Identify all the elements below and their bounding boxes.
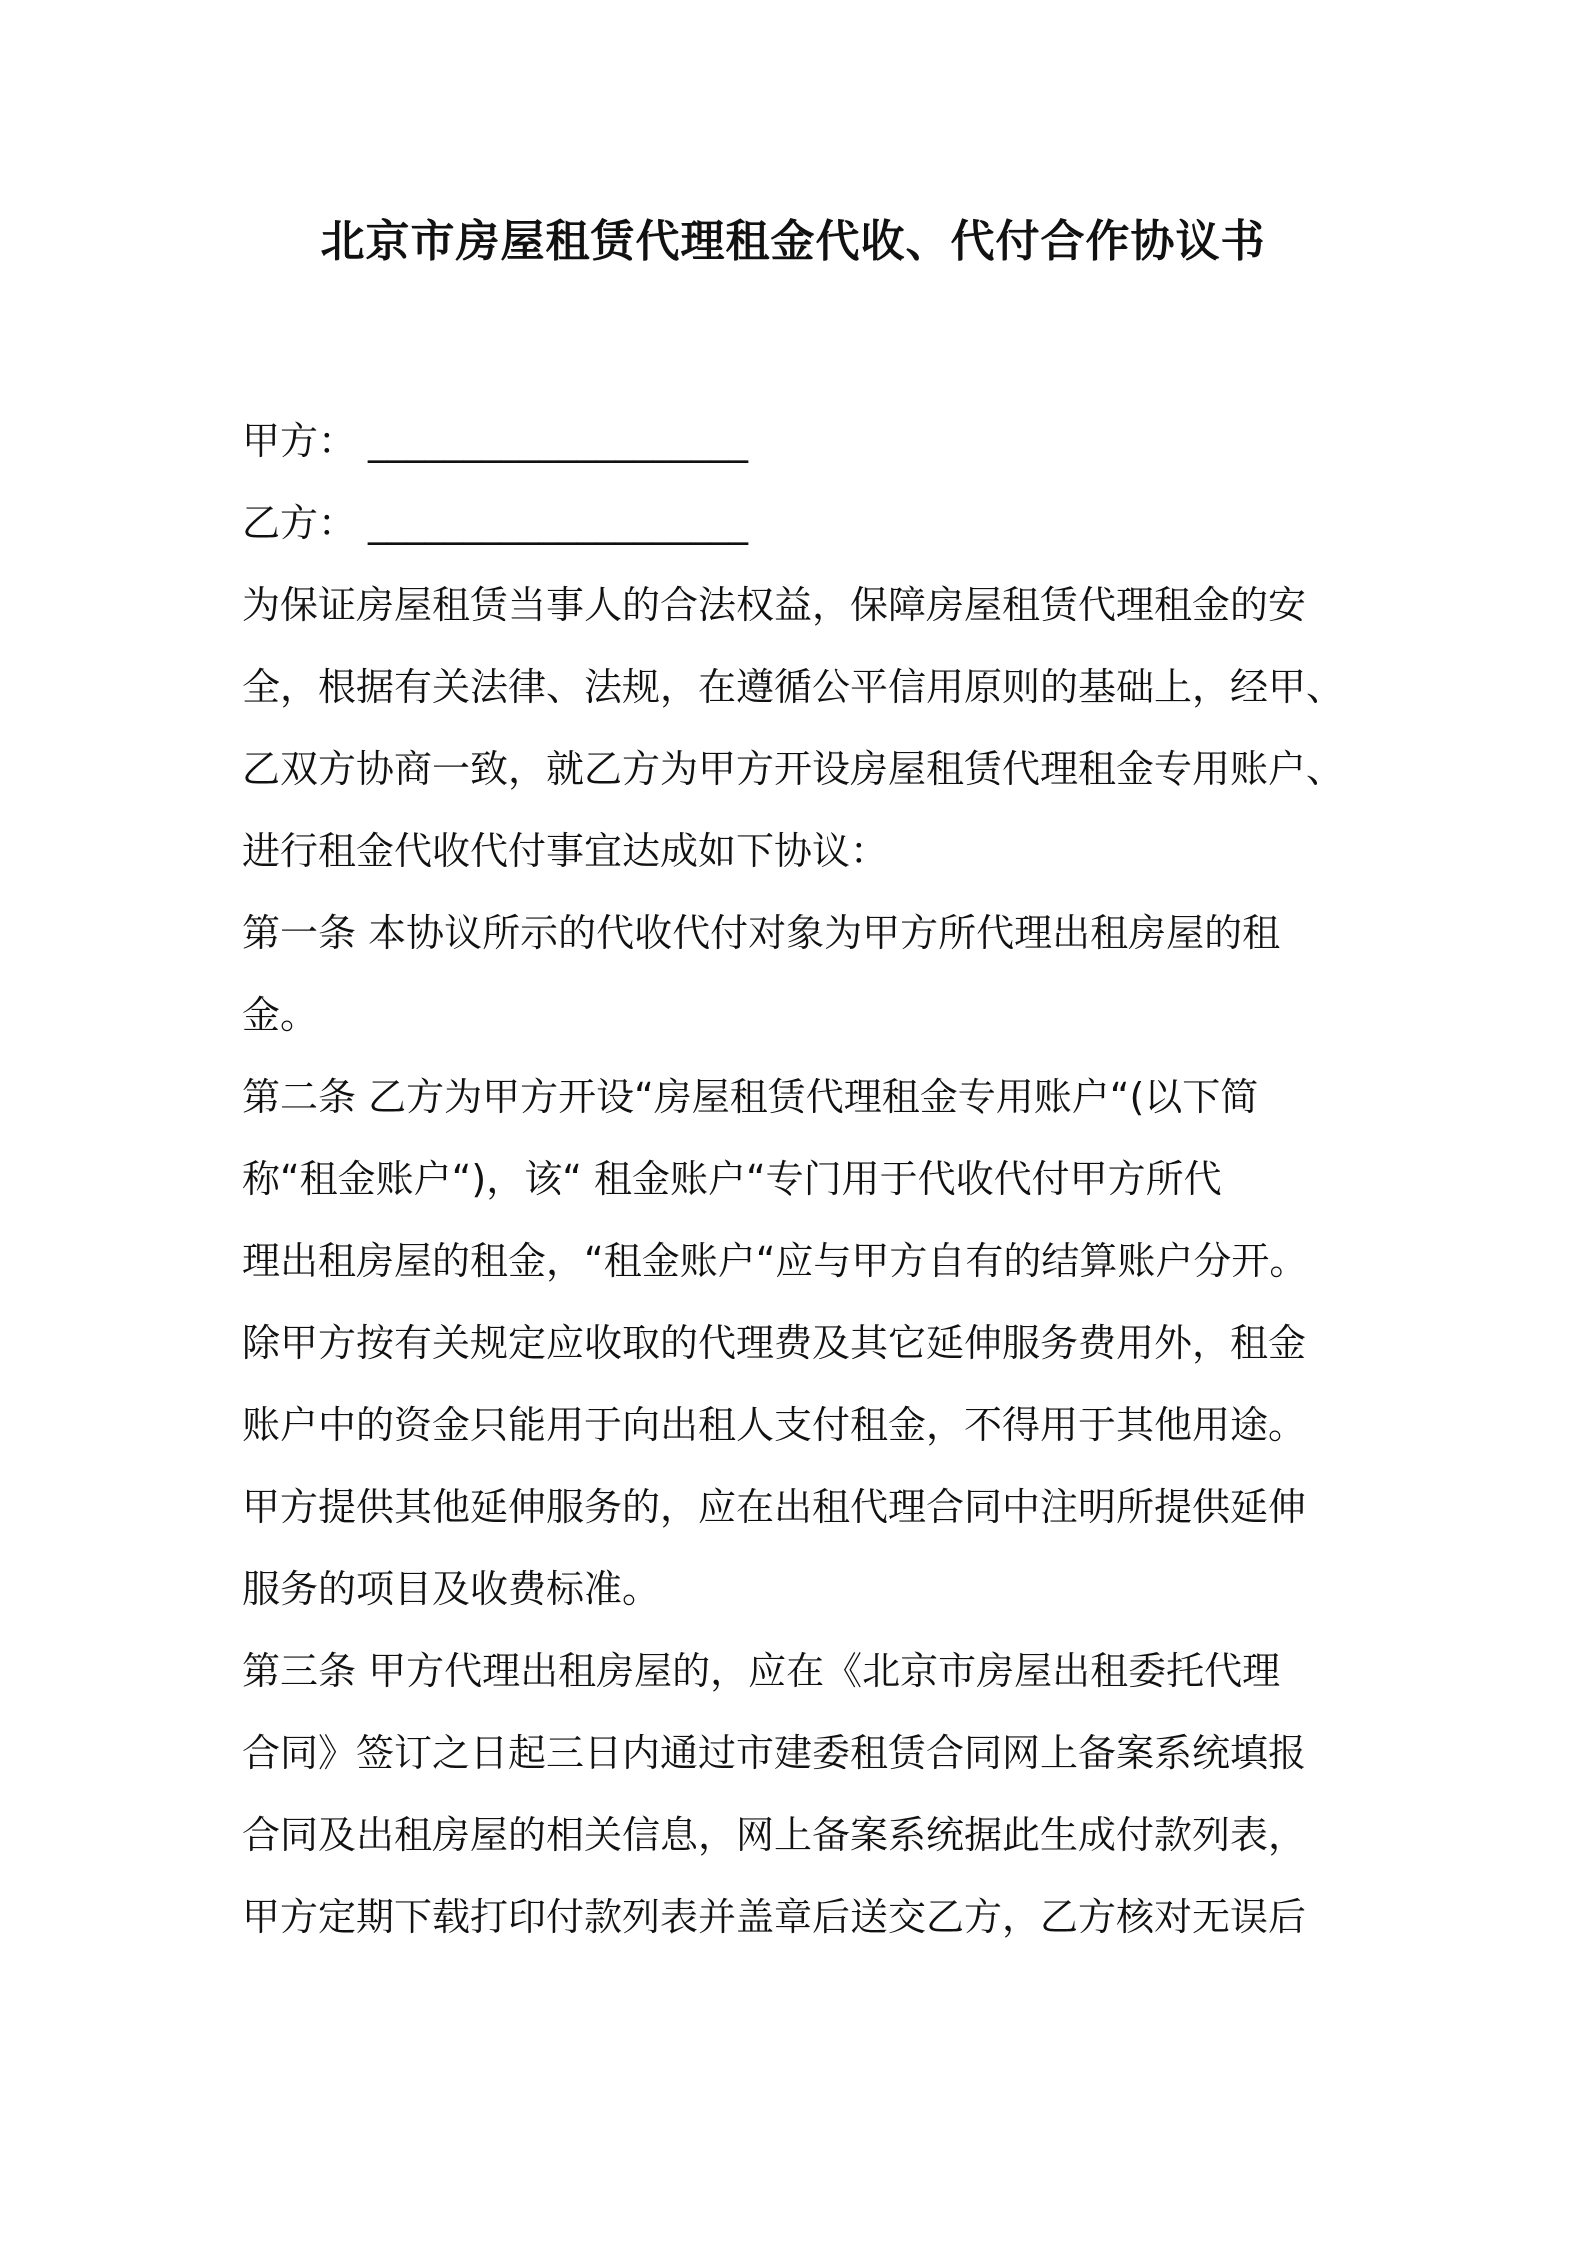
article-2-line: 理出租房屋的租金，“租金账户“应与甲方自有的结算账户分开。 [242,1239,1308,1283]
article-2-line: 服务的项目及收费标准。 [242,1567,661,1611]
article-2-line: 账户中的资金只能用于向出租人支付租金，不得用于其他用途。 [242,1403,1307,1447]
paragraph-line: 进行租金代收代付事宜达成如下协议： [242,829,889,873]
article-2-line: 甲方提供其他延伸服务的，应在出租代理合同中注明所提供延伸 [242,1485,1307,1529]
article-2-line: 第二条 乙方为甲方开设“房屋租赁代理租金专用账户“(以下简 [242,1075,1259,1119]
paragraph-line: 全，根据有关法律、法规，在遵循公平信用原则的基础上，经甲、 [242,665,1345,709]
party-a-label: 甲方： [242,419,357,463]
article-1-line: 金。 [242,993,319,1037]
article-3-line: 甲方定期下载打印付款列表并盖章后送交乙方，乙方核对无误后 [242,1895,1307,1939]
party-b-label: 乙方： [242,501,357,545]
party-b-blank: ____________________ [368,501,749,545]
document-title: 北京市房屋租赁代理租金代收、代付合作协议书 [320,216,1266,267]
party-a-line [242,400,1362,482]
party-b-line [242,482,1362,564]
article-3-line: 合同及出租房屋的相关信息，网上备案系统据此生成付款列表， [242,1813,1307,1857]
document-body [242,400,1362,1958]
article-2-line: 称“租金账户“)，该“ 租金账户“专门用于代收代付甲方所代 [242,1157,1222,1201]
article-3-line: 第三条 甲方代理出租房屋的，应在《北京市房屋出租委托代理 [242,1649,1281,1693]
paragraph-line: 乙双方协商一致，就乙方为甲方开设房屋租赁代理租金专用账户、 [242,747,1345,791]
article-3-line: 合同》签订之日起三日内通过市建委租赁合同网上备案系统填报 [242,1731,1307,1775]
article-1-line: 第一条 本协议所示的代收代付对象为甲方所代理出租房屋的租 [242,911,1281,955]
paragraph-line: 为保证房屋租赁当事人的合法权益，保障房屋租赁代理租金的安 [242,583,1307,627]
article-2-line: 除甲方按有关规定应收取的代理费及其它延伸服务费用外，租金 [242,1321,1307,1365]
party-a-blank: ____________________ [368,419,749,463]
